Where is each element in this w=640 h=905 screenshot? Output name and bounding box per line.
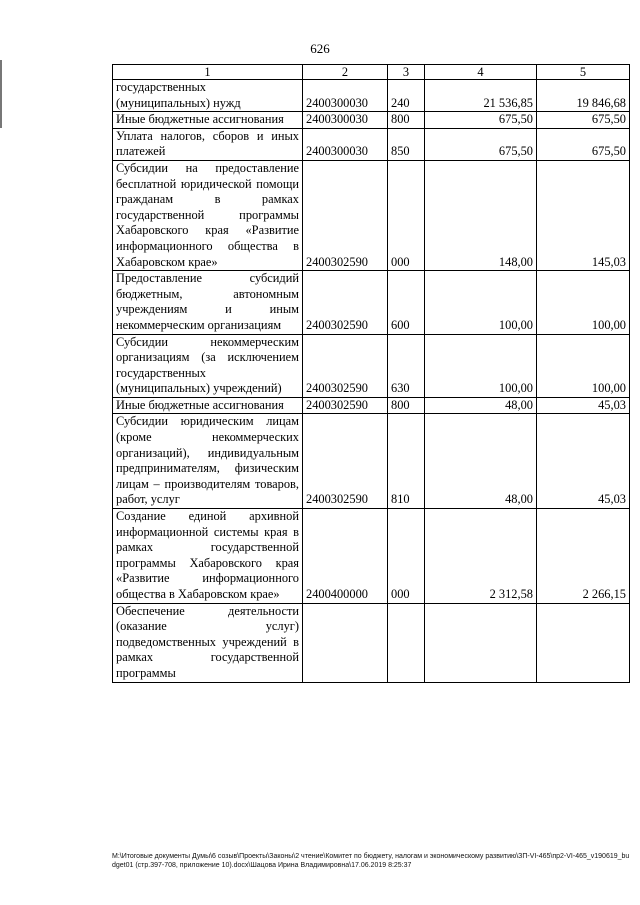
table-row	[113, 414, 630, 509]
row-amount-2: 145,03	[537, 160, 630, 270]
row-code: 2400302590	[303, 397, 388, 414]
row-code: 2400300030	[303, 80, 388, 112]
row-code: 2400300030	[303, 112, 388, 129]
row-amount-2: 45,03	[537, 397, 630, 414]
row-amount-1: 48,00	[425, 397, 537, 414]
row-amount-2: 675,50	[537, 112, 630, 129]
row-vr: 850	[388, 128, 425, 160]
row-vr	[388, 603, 425, 682]
row-amount-1	[425, 603, 537, 682]
header-col-3: 3	[388, 65, 425, 80]
row-vr: 240	[388, 80, 425, 112]
footer-file-path: М:\Итоговые документы Думы\6 созыв\Проекты\Законы\2 чтение\Комитет по бюджету, налогам и экономическому развитию\ЗП-VI-465\пр2-VI-465_v190619_budget01 (стр.397-708, приложение 10).docx\Шацова Ирина Владимировна\17.06.2019 8:25:37	[112, 853, 630, 869]
table-row	[113, 80, 630, 112]
header-col-2: 2	[303, 65, 388, 80]
row-name: Предоставление субсидий бюджетным, автономным учреждениям и иным некоммерческим организациям	[113, 271, 303, 334]
table-row	[113, 128, 630, 160]
table-row	[113, 160, 630, 270]
row-name: Субсидии некоммерческим организациям (за исключением государственных (муниципальных) учреждений)	[113, 334, 303, 397]
row-code: 2400302590	[303, 271, 388, 334]
row-amount-1: 21 536,85	[425, 80, 537, 112]
table-row	[113, 397, 630, 414]
margin-mark	[0, 60, 2, 128]
header-row	[113, 65, 630, 80]
table-row	[113, 603, 630, 682]
row-amount-2: 2 266,15	[537, 509, 630, 604]
header-col-4: 4	[425, 65, 537, 80]
row-vr: 800	[388, 397, 425, 414]
table-row	[113, 271, 630, 334]
row-vr: 000	[388, 160, 425, 270]
row-name: Иные бюджетные ассигнования	[113, 397, 303, 414]
row-amount-2: 675,50	[537, 128, 630, 160]
row-name: Обеспечение деятельности (оказание услуг) подведомственных учреждений в рамках государственной программы	[113, 603, 303, 682]
row-amount-1: 2 312,58	[425, 509, 537, 604]
row-name: Создание единой архивной информационной системы края в рамках государственной программы Хабаровского края «Развитие информационного общества в Хабаровском крае»	[113, 509, 303, 604]
row-code: 2400400000	[303, 509, 388, 604]
row-code: 2400302590	[303, 160, 388, 270]
row-amount-1: 675,50	[425, 112, 537, 129]
table-row	[113, 334, 630, 397]
row-amount-1: 675,50	[425, 128, 537, 160]
row-vr: 630	[388, 334, 425, 397]
row-amount-1: 100,00	[425, 271, 537, 334]
row-amount-2: 100,00	[537, 334, 630, 397]
row-code: 2400300030	[303, 128, 388, 160]
row-vr: 810	[388, 414, 425, 509]
row-amount-1: 148,00	[425, 160, 537, 270]
header-col-5: 5	[537, 65, 630, 80]
row-code	[303, 603, 388, 682]
header-col-1: 1	[113, 65, 303, 80]
row-vr: 600	[388, 271, 425, 334]
row-amount-2	[537, 603, 630, 682]
row-amount-2: 19 846,68	[537, 80, 630, 112]
row-code: 2400302590	[303, 334, 388, 397]
row-name: Иные бюджетные ассигнования	[113, 112, 303, 129]
row-amount-1: 100,00	[425, 334, 537, 397]
row-name: Субсидии на предоставление бесплатной юридической помощи гражданам в рамках государственной программы Хабаровского края «Развитие информационного общества в Хабаровском крае»	[113, 160, 303, 270]
row-name: Субсидии юридическим лицам (кроме некоммерческих организаций), индивидуальным предпринимателям, физическим лицам – производителям товаров, работ, услуг	[113, 414, 303, 509]
row-amount-2: 100,00	[537, 271, 630, 334]
row-code: 2400302590	[303, 414, 388, 509]
row-name: Уплата налогов, сборов и иных платежей	[113, 128, 303, 160]
row-vr: 000	[388, 509, 425, 604]
page-number: 626	[310, 41, 330, 56]
row-name: государственных (муниципальных) нужд	[113, 80, 303, 112]
budget-table	[112, 64, 630, 683]
table-row	[113, 112, 630, 129]
row-amount-2: 45,03	[537, 414, 630, 509]
row-amount-1: 48,00	[425, 414, 537, 509]
row-vr: 800	[388, 112, 425, 129]
table-row	[113, 509, 630, 604]
